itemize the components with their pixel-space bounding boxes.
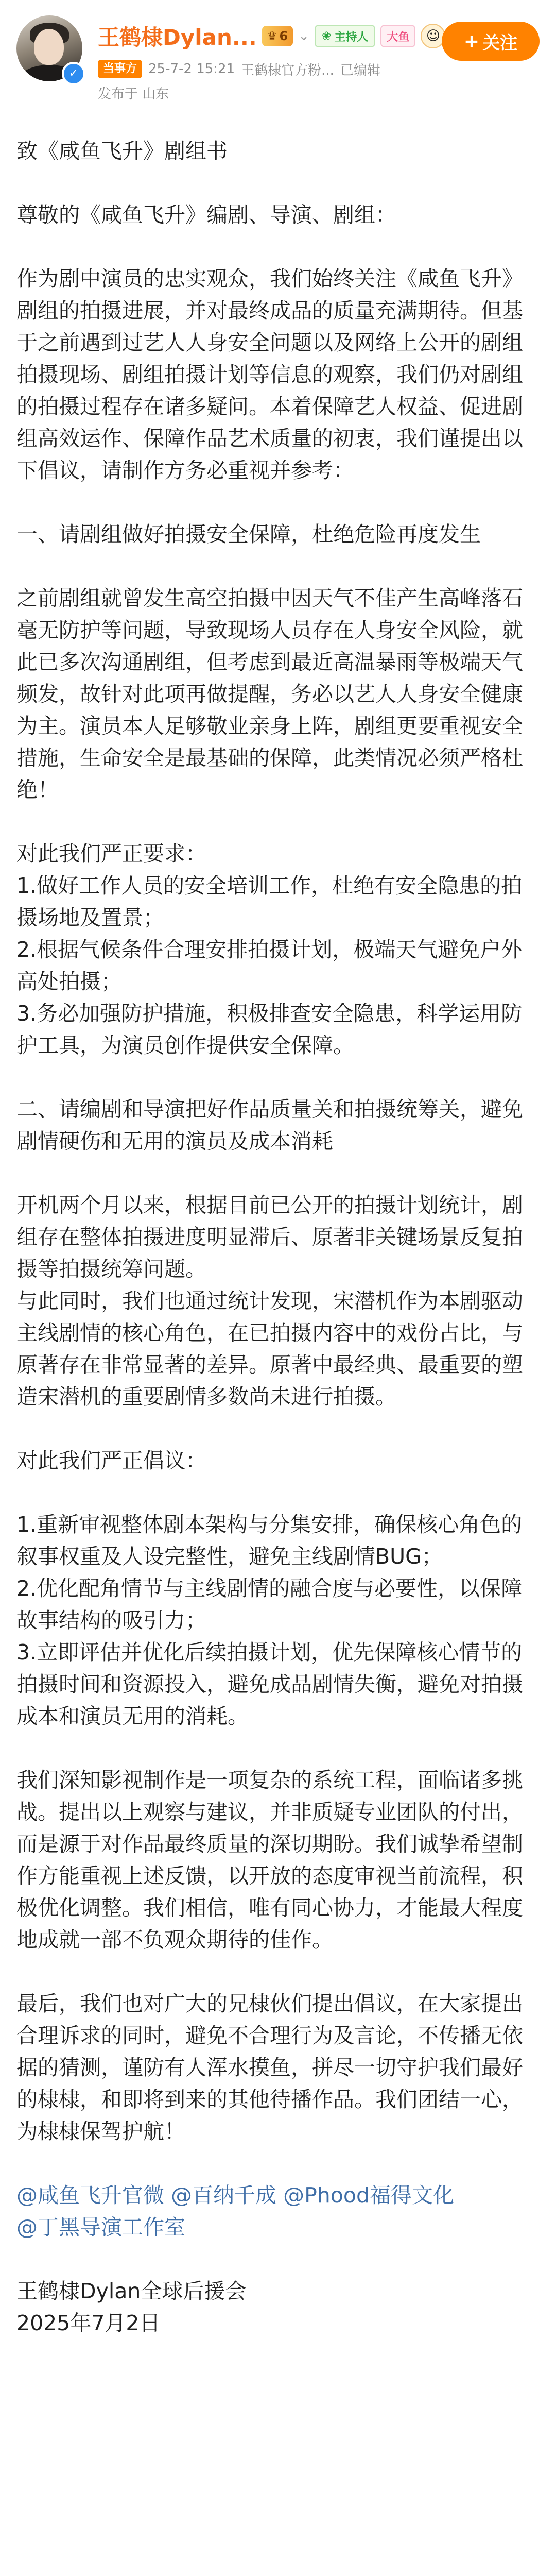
meta-row bbox=[98, 58, 380, 80]
section2-proposals-title: 对此我们严正倡议： bbox=[16, 1448, 206, 1473]
post-location: 发布于 山东 bbox=[98, 87, 169, 102]
intro-paragraph: 作为剧中演员的忠实观众，我们始终关注《咸鱼飞升》剧组的拍摄进展，并对最终成品的质量充满期待。但基于之前遇到过艺人人身安全问题以及网络上公开的剧组拍摄现场、剧组拍摄计划等信息的观察，我们仍对剧组的拍摄过程存在诸多疑问。本着保障艺人权益、促进剧组高效运作、保障作品艺术质量的初衷，我们谨提出以下倡议，请制作方务必重视并参考： bbox=[16, 266, 523, 483]
svip-level: 6 bbox=[279, 29, 288, 43]
fan-badge-label: 大鱼 bbox=[387, 30, 410, 44]
host-badge-label: 主持人 bbox=[334, 30, 369, 44]
closing-paragraph-2: 最后，我们也对广大的兄棣伙们提出倡议，在大家提出合理诉求的同时，避免不合理行为及言论，不传播无依据的猜测，谨防有人浑水摸鱼，拼尽一切守护我们最好的棣棣，和即将到来的其他待播作品。我们团结一心，为棣棣保驾护航！ bbox=[16, 1991, 523, 2144]
section2-body-2: 与此同时，我们也通过统计发现，宋潜机作为本剧驱动主线剧情的核心角色，在已拍摄内容中的戏份占比，与原著存在非常显著的差异。原著中最经典、最重要的塑造宋潜机的重要剧情多数尚未进行拍摄。 bbox=[16, 1289, 523, 1409]
post-header bbox=[0, 0, 556, 129]
section1-requirement-1: 1.做好工作人员的安全培训工作，杜绝有安全隐患的拍摄场地及置景； bbox=[16, 873, 523, 930]
follow-button[interactable] bbox=[442, 22, 540, 61]
chevron-down-icon[interactable]: ⌄ bbox=[298, 28, 309, 44]
section1-title: 一、请剧组做好拍摄安全保障，杜绝危险再度发生 bbox=[16, 522, 481, 547]
leaf-icon: ❀ bbox=[321, 29, 332, 43]
section2-proposal-2: 2.优化配角情节与主线剧情的融合度与必要性，以保障故事结构的吸引力； bbox=[16, 1576, 523, 1633]
section1-requirements-title: 对此我们严正要求： bbox=[16, 841, 206, 866]
fan-badge[interactable] bbox=[380, 25, 415, 47]
emoji-badge-icon[interactable]: ☺ bbox=[421, 24, 445, 48]
section1-body: 之前剧组就曾发生高空拍摄中因天气不佳产生高峰落石毫无防护等问题，导致现场人员存在人身安全风险，就此已多次沟通剧组，但考虑到最近高温暴雨等极端天气频发，故针对此项再做提醒，务必以艺人人身安全健康为主。演员本人足够敬业亲身上阵，剧组更要重视安全措施，生命安全是最基础的保障，此类情况必须严格杜绝！ bbox=[16, 586, 523, 802]
section1-requirement-3: 3.务必加强防护措施，积极排查安全隐患，科学运用防护工具，为演员创作提供安全保障。 bbox=[16, 1001, 523, 1058]
avatar-face bbox=[34, 29, 64, 65]
svip-badge[interactable] bbox=[262, 26, 293, 46]
mentions-line-2[interactable]: @丁黑导演工作室 bbox=[16, 2215, 185, 2240]
user-name[interactable]: 王鹤棣Dylan... bbox=[98, 25, 257, 50]
post-content bbox=[16, 135, 540, 2339]
mentions-line-1[interactable]: @咸鱼飞升官微 @百纳千成 @Phood福得文化 bbox=[16, 2183, 454, 2208]
signature: 王鹤棣Dylan全球后援会 bbox=[16, 2279, 247, 2303]
section2-body-1: 开机两个月以来，根据目前已公开的拍摄计划统计，剧组存在整体拍摄进度明显滞后、原著非关键场景反复拍摄等拍摄统筹问题。 bbox=[16, 1193, 523, 1281]
closing-paragraph-1: 我们深知影视制作是一项复杂的系统工程，面临诸多挑战。提出以上观察与建议，并非质疑专业团队的付出，而是源于对作品最终质量的深切期盼。我们诚挚希望制作方能重视上述反馈，以开放的态度审视当前流程，积极优化调整。我们相信，唯有同心协力，才能最大程度地成就一部不负观众期待的佳作。 bbox=[16, 1768, 523, 1952]
post-source[interactable]: 王鹤棣官方粉... bbox=[241, 62, 334, 78]
section1-requirement-2: 2.根据气候条件合理安排拍摄计划，极端天气避免户外高处拍摄； bbox=[16, 937, 523, 994]
section2-proposal-1: 1.重新审视整体剧本架构与分集安排，确保核心角色的叙事权重及人设完整性，避免主线剧情BUG； bbox=[16, 1512, 523, 1569]
plus-icon: + bbox=[463, 30, 480, 52]
host-badge[interactable] bbox=[315, 25, 375, 47]
section2-title: 二、请编剧和导演把好作品质量关和拍摄统筹关，避免剧情硬伤和无用的演员及成本消耗 bbox=[16, 1097, 523, 1154]
edited-label[interactable]: 已编辑 bbox=[340, 62, 380, 78]
post-timestamp: 25-7-2 15:21 bbox=[148, 61, 235, 77]
verified-check-icon: ✓ bbox=[62, 62, 85, 86]
section2-proposal-3: 3.立即评估并优化后续拍摄计划，优先保障核心情节的拍摄时间和资源投入，避免成品剧情失衡，避免对拍摄成本和演员无用的消耗。 bbox=[16, 1640, 523, 1728]
follow-label: 关注 bbox=[482, 32, 518, 54]
name-row bbox=[98, 21, 445, 52]
signature-date: 2025年7月2日 bbox=[16, 2311, 161, 2335]
post-title: 致《咸鱼飞升》剧组书 bbox=[16, 139, 228, 163]
crown-icon: ♛ bbox=[267, 29, 277, 43]
greeting: 尊敬的《咸鱼飞升》编剧、导演、剧组： bbox=[16, 202, 396, 227]
party-badge: 当事方 bbox=[98, 60, 142, 78]
